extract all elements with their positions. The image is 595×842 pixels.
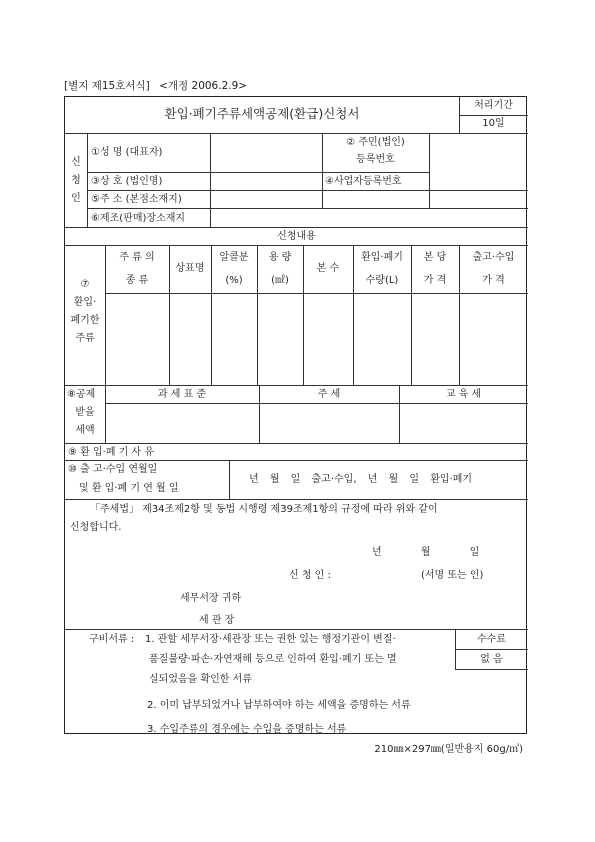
rule [210,133,211,227]
document-item: 1. 관할 세무서장·세관장 또는 권한 있는 행정기관이 변질· [145,634,396,645]
fee-value: 없 음 [480,654,503,665]
rule [65,133,459,134]
col-header-kind: 종 류 [125,275,149,286]
education-tax-header: 교 육 세 [445,389,482,400]
col-header-unit-price: 가 격 [423,275,447,286]
col-header-quantity: 환입·폐기 [361,252,403,263]
rule [65,443,528,444]
col-header-count: 본 수 [316,263,340,274]
liquor-side-label: 환입· [73,297,97,308]
col-header-volume: 용 량 [268,252,292,263]
dates-label: ⑩ 출 고·수입 연월일 [68,464,158,475]
dates-value: 년 월 일 출고·수입, 년 월 일 환입·폐기 [249,474,473,485]
tax-base-header: 과 세 표 준 [157,389,207,400]
address-label: ⑤주 소 (본점소재지) [91,194,182,205]
rule [65,460,528,461]
applicant-side-label: 인 [71,193,81,204]
rule [65,385,528,386]
rule [459,115,528,116]
addressee-tax-office: 세무서장 귀하 [180,593,242,604]
rule [353,245,354,385]
col-header-release-price: 출고·수입 [472,252,515,263]
rule [65,227,528,228]
col-header-brand: 상표명 [175,263,205,274]
paper-size-note: 210㎜×297㎜(일반용지 60g/㎡) [374,744,523,755]
col-header-kind: 주 류 의 [119,252,155,263]
dates-label: 및 환 입·폐 기 연 월 일 [79,483,179,494]
rule [455,649,528,650]
factory-label: ⑥제조(판매)장소재지 [91,213,186,224]
rule [87,133,88,227]
fee-label: 수수료 [477,634,506,645]
applicant-side-label: 신 [71,157,81,168]
processing-period-value: 10일 [482,118,505,129]
document-item: 3. 수입주류의 경우에는 수입을 증명하는 서류 [147,724,347,735]
document-item: 실되었음을 확인한 서류 [149,674,252,685]
name-label: ①성 명 (대표자) [91,147,163,158]
liquor-side-label: 주류 [75,333,95,344]
content-header: 신청내용 [277,231,316,242]
rule [455,669,528,670]
revision-note: <개정 2006.2.9> [159,80,248,92]
document-item: 2. 이미 납부되었거나 납부하여야 하는 세액을 증명하는 서류 [147,700,411,711]
rule [257,245,258,385]
liquor-side-label: 폐기한 [70,315,100,326]
resident-no-label: ② 주민(법인) [346,137,405,148]
form-title: 환입·폐기주류세액공제(환급)신청서 [164,106,360,121]
rule [411,245,412,385]
signature-note: (서명 또는 인) [421,570,484,581]
rule [105,403,528,404]
statement-text: 「주세법」 제34조제2항 및 동법 시행령 제39조제1항의 규정에 따라 위와 같이 [90,504,438,515]
statement-text: 신청합니다. [70,522,122,533]
applicant-side-label: 청 [71,175,81,186]
deduction-side-label: 받을 [75,407,95,418]
rule [87,190,528,191]
rule [87,172,429,173]
form-number: [별지 제15호서식] [64,80,150,92]
col-header-volume: (㎖) [271,275,289,286]
liquor-side-label: ⑦ [80,279,90,290]
documents-label: 구비서류 : [89,634,135,645]
company-label: ③상 호 (법인명) [91,176,163,187]
col-header-release-price: 가 격 [482,275,505,286]
rule [459,245,460,385]
application-date: 년 월 일 [372,547,480,558]
col-header-unit-price: 본 당 [423,252,447,263]
rule [429,133,430,208]
liquor-tax-header: 주 세 [317,389,341,400]
business-no-label: ④사업자등록번호 [325,176,402,187]
addressee-customs: 세 관 장 [199,615,235,626]
rule [65,499,528,500]
reason-label: ⑨ 환 입·폐 기 사 유 [68,447,154,458]
rule [211,245,212,385]
rule [87,208,528,209]
deduction-side-label: ⑧공제 [67,389,96,400]
document-item: 품질불량·파손·자연재해 등으로 인하여 환입·폐기 또는 멸 [149,654,397,665]
processing-period-label: 처리기간 [474,100,513,111]
form-header [64,78,247,93]
deduction-side-label: 세액 [75,425,95,436]
application-form [64,96,527,734]
resident-no-label: 등록번호 [356,154,395,165]
rule [459,133,528,134]
col-header-alcohol: 알콜분 [219,252,249,263]
applicant-signature-label: 신 청 인 : [289,570,331,581]
col-header-alcohol: (%) [225,275,243,286]
col-header-quantity: 수량(L) [365,275,399,286]
rule [65,629,528,630]
rule [229,460,230,499]
